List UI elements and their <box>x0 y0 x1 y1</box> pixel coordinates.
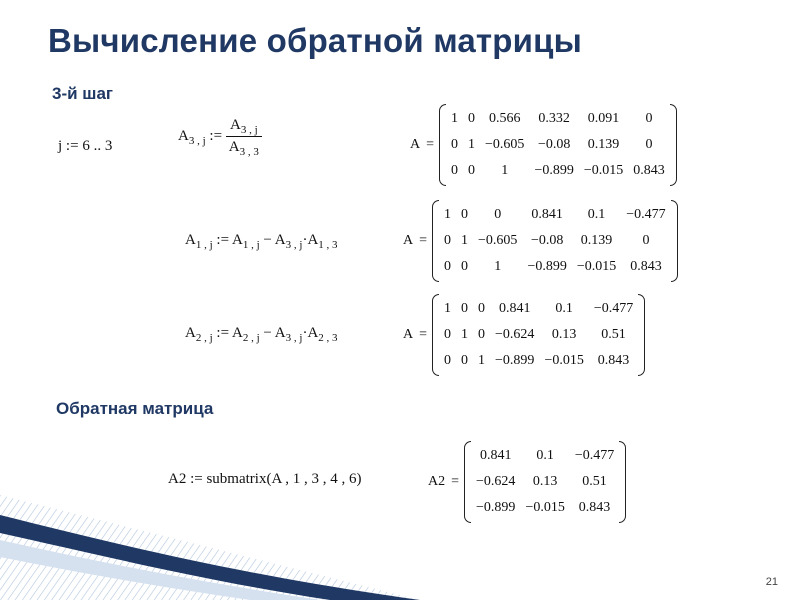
step-heading: 3-й шаг <box>52 84 113 103</box>
matrix-cell: 0 <box>451 137 459 152</box>
decorative-swoosh <box>0 485 420 600</box>
fraction: $\frac{A_{3 , j}}{A_{3 , 3}}$ <box>226 118 262 155</box>
matrix-cell: −0.015 <box>525 500 565 515</box>
matrix-cell: 0.139 <box>580 233 613 248</box>
matrix-inverse-result: A2 = 0.841 0.1 −0.477 −0.624 0.13 0.51 −0.899 −0.015 0.843 <box>428 441 626 523</box>
matrix-cell: 1 <box>451 111 459 126</box>
matrix-row <box>471 469 619 495</box>
matrix-row <box>439 348 638 374</box>
inverse-heading: Обратная матрица <box>56 399 214 418</box>
matrix-step3-normalized: A = 1 0 0.566 0.332 0.091 0 0 1 −0.605 −0.08 0.139 0 0 0 1 −0.899 −0.015 0.843 <box>410 104 677 186</box>
matrix-cell: 0.139 <box>587 137 620 152</box>
matrix-cell: 0 <box>642 233 650 248</box>
range-formula: j := 6 .. 3 <box>58 138 113 154</box>
matrix-cell: 0.1 <box>587 207 606 222</box>
matrix-cell: −0.899 <box>534 163 574 178</box>
matrix-cell: 0 <box>461 353 469 368</box>
matrix-row2-eliminated: A = 1 0 0 0.841 0.1 −0.477 0 1 0 −0.624 0.13 0.51 0 0 1 −0.899 −0.015 0.843 <box>403 294 645 376</box>
matrix-row1-eliminated: A = 1 0 0 0.841 0.1 −0.477 0 1 −0.605 −0.08 0.139 0 0 0 1 −0.899 −0.015 0.843 <box>403 200 678 282</box>
matrix-row <box>446 132 670 158</box>
matrix-cell: 0.51 <box>601 327 626 342</box>
row2-update-formula: $A_{2 , j}$ := $A_{2 , j} - A_{3 , j}\cdot A_{2 , 3}$ <box>185 325 338 344</box>
matrix-row <box>439 202 671 228</box>
matrix-cell: 0.841 <box>498 301 531 316</box>
matrix-cell: 1 <box>468 137 476 152</box>
matrix-cell: −0.477 <box>626 207 666 222</box>
matrix-cell: −0.08 <box>530 233 564 248</box>
matrix-cell: 0.843 <box>578 500 611 515</box>
matrix-row <box>446 158 670 184</box>
matrix-cell: −0.08 <box>537 137 571 152</box>
matrix-cell: −0.015 <box>576 259 617 274</box>
submatrix-formula: A2 := submatrix(A , 1 , 3 , 4 , 6) <box>168 471 362 487</box>
matrix-cell: 0 <box>468 163 476 178</box>
matrix-cell: 0 <box>478 301 486 316</box>
matrix-cell: −0.605 <box>485 137 525 152</box>
matrix-cell: −0.624 <box>495 327 535 342</box>
matrix-cell: −0.015 <box>583 163 624 178</box>
matrix-cell: 0 <box>645 137 653 152</box>
page-number: 21 <box>765 576 778 588</box>
matrix-row <box>471 443 619 469</box>
matrix-cell: 1 <box>494 259 502 274</box>
matrix-cell: 0 <box>451 163 459 178</box>
matrix-cell: 1 <box>444 301 452 316</box>
matrix-cell: 0.843 <box>633 163 665 178</box>
matrix-row <box>439 322 638 348</box>
matrix-cell: 0.841 <box>479 448 512 463</box>
matrix-row <box>471 495 619 521</box>
matrix-cell: −0.624 <box>476 474 516 489</box>
matrix-cell: 0 <box>461 207 469 222</box>
slide-title: Вычисление обратной матрицы <box>48 22 582 59</box>
matrix-row <box>439 254 671 280</box>
matrix-cell: 0.843 <box>630 259 662 274</box>
matrix-cell: 0.332 <box>538 111 570 126</box>
matrix-cell: 0.1 <box>536 448 554 463</box>
row1-update-formula: $A_{1 , j}$ := $A_{1 , j} - A_{3 , j}\cdot A_{1 , 3}$ <box>185 232 338 251</box>
matrix-cell: 0 <box>444 353 452 368</box>
matrix-cell: 0.13 <box>551 327 577 342</box>
matrix-row <box>446 106 670 132</box>
matrix-cell: 0 <box>468 111 476 126</box>
matrix-cell: −0.899 <box>495 353 535 368</box>
normalize-formula: $A_{3 , j}$ := $\frac{A_{3 , j}}{A_{3 , 3}}$ <box>178 118 262 155</box>
matrix-cell: 1 <box>444 207 452 222</box>
matrix-cell: −0.477 <box>574 448 615 463</box>
matrix-cell: 0.566 <box>488 111 521 126</box>
matrix-cell: 0 <box>645 111 653 126</box>
matrix-cell: 0.13 <box>532 474 558 489</box>
matrix-cell: 0.843 <box>597 353 630 368</box>
matrix-cell: 0 <box>444 327 452 342</box>
matrix-cell: 1 <box>501 163 509 178</box>
matrix-cell: 0.1 <box>555 301 573 316</box>
matrix-cell: 0.091 <box>587 111 620 126</box>
matrix-cell: −0.015 <box>544 353 584 368</box>
matrix-cell: 0 <box>461 301 469 316</box>
matrix-cell: 0 <box>478 327 486 342</box>
matrix-cell: 1 <box>461 233 469 248</box>
matrix-cell: 0 <box>461 259 469 274</box>
matrix-cell: 1 <box>478 353 486 368</box>
matrix-cell: −0.477 <box>593 301 634 316</box>
matrix-cell: 1 <box>461 327 469 342</box>
matrix-row <box>439 296 638 322</box>
matrix-cell: 0.51 <box>582 474 607 489</box>
matrix-cell: 0 <box>444 233 452 248</box>
matrix-cell: 0 <box>444 259 452 274</box>
matrix-cell: −0.899 <box>527 259 567 274</box>
matrix-cell: −0.605 <box>478 233 518 248</box>
matrix-cell: −0.899 <box>476 500 516 515</box>
matrix-cell: 0.841 <box>531 207 563 222</box>
matrix-cell: 0 <box>494 207 502 222</box>
matrix-row <box>439 228 671 254</box>
